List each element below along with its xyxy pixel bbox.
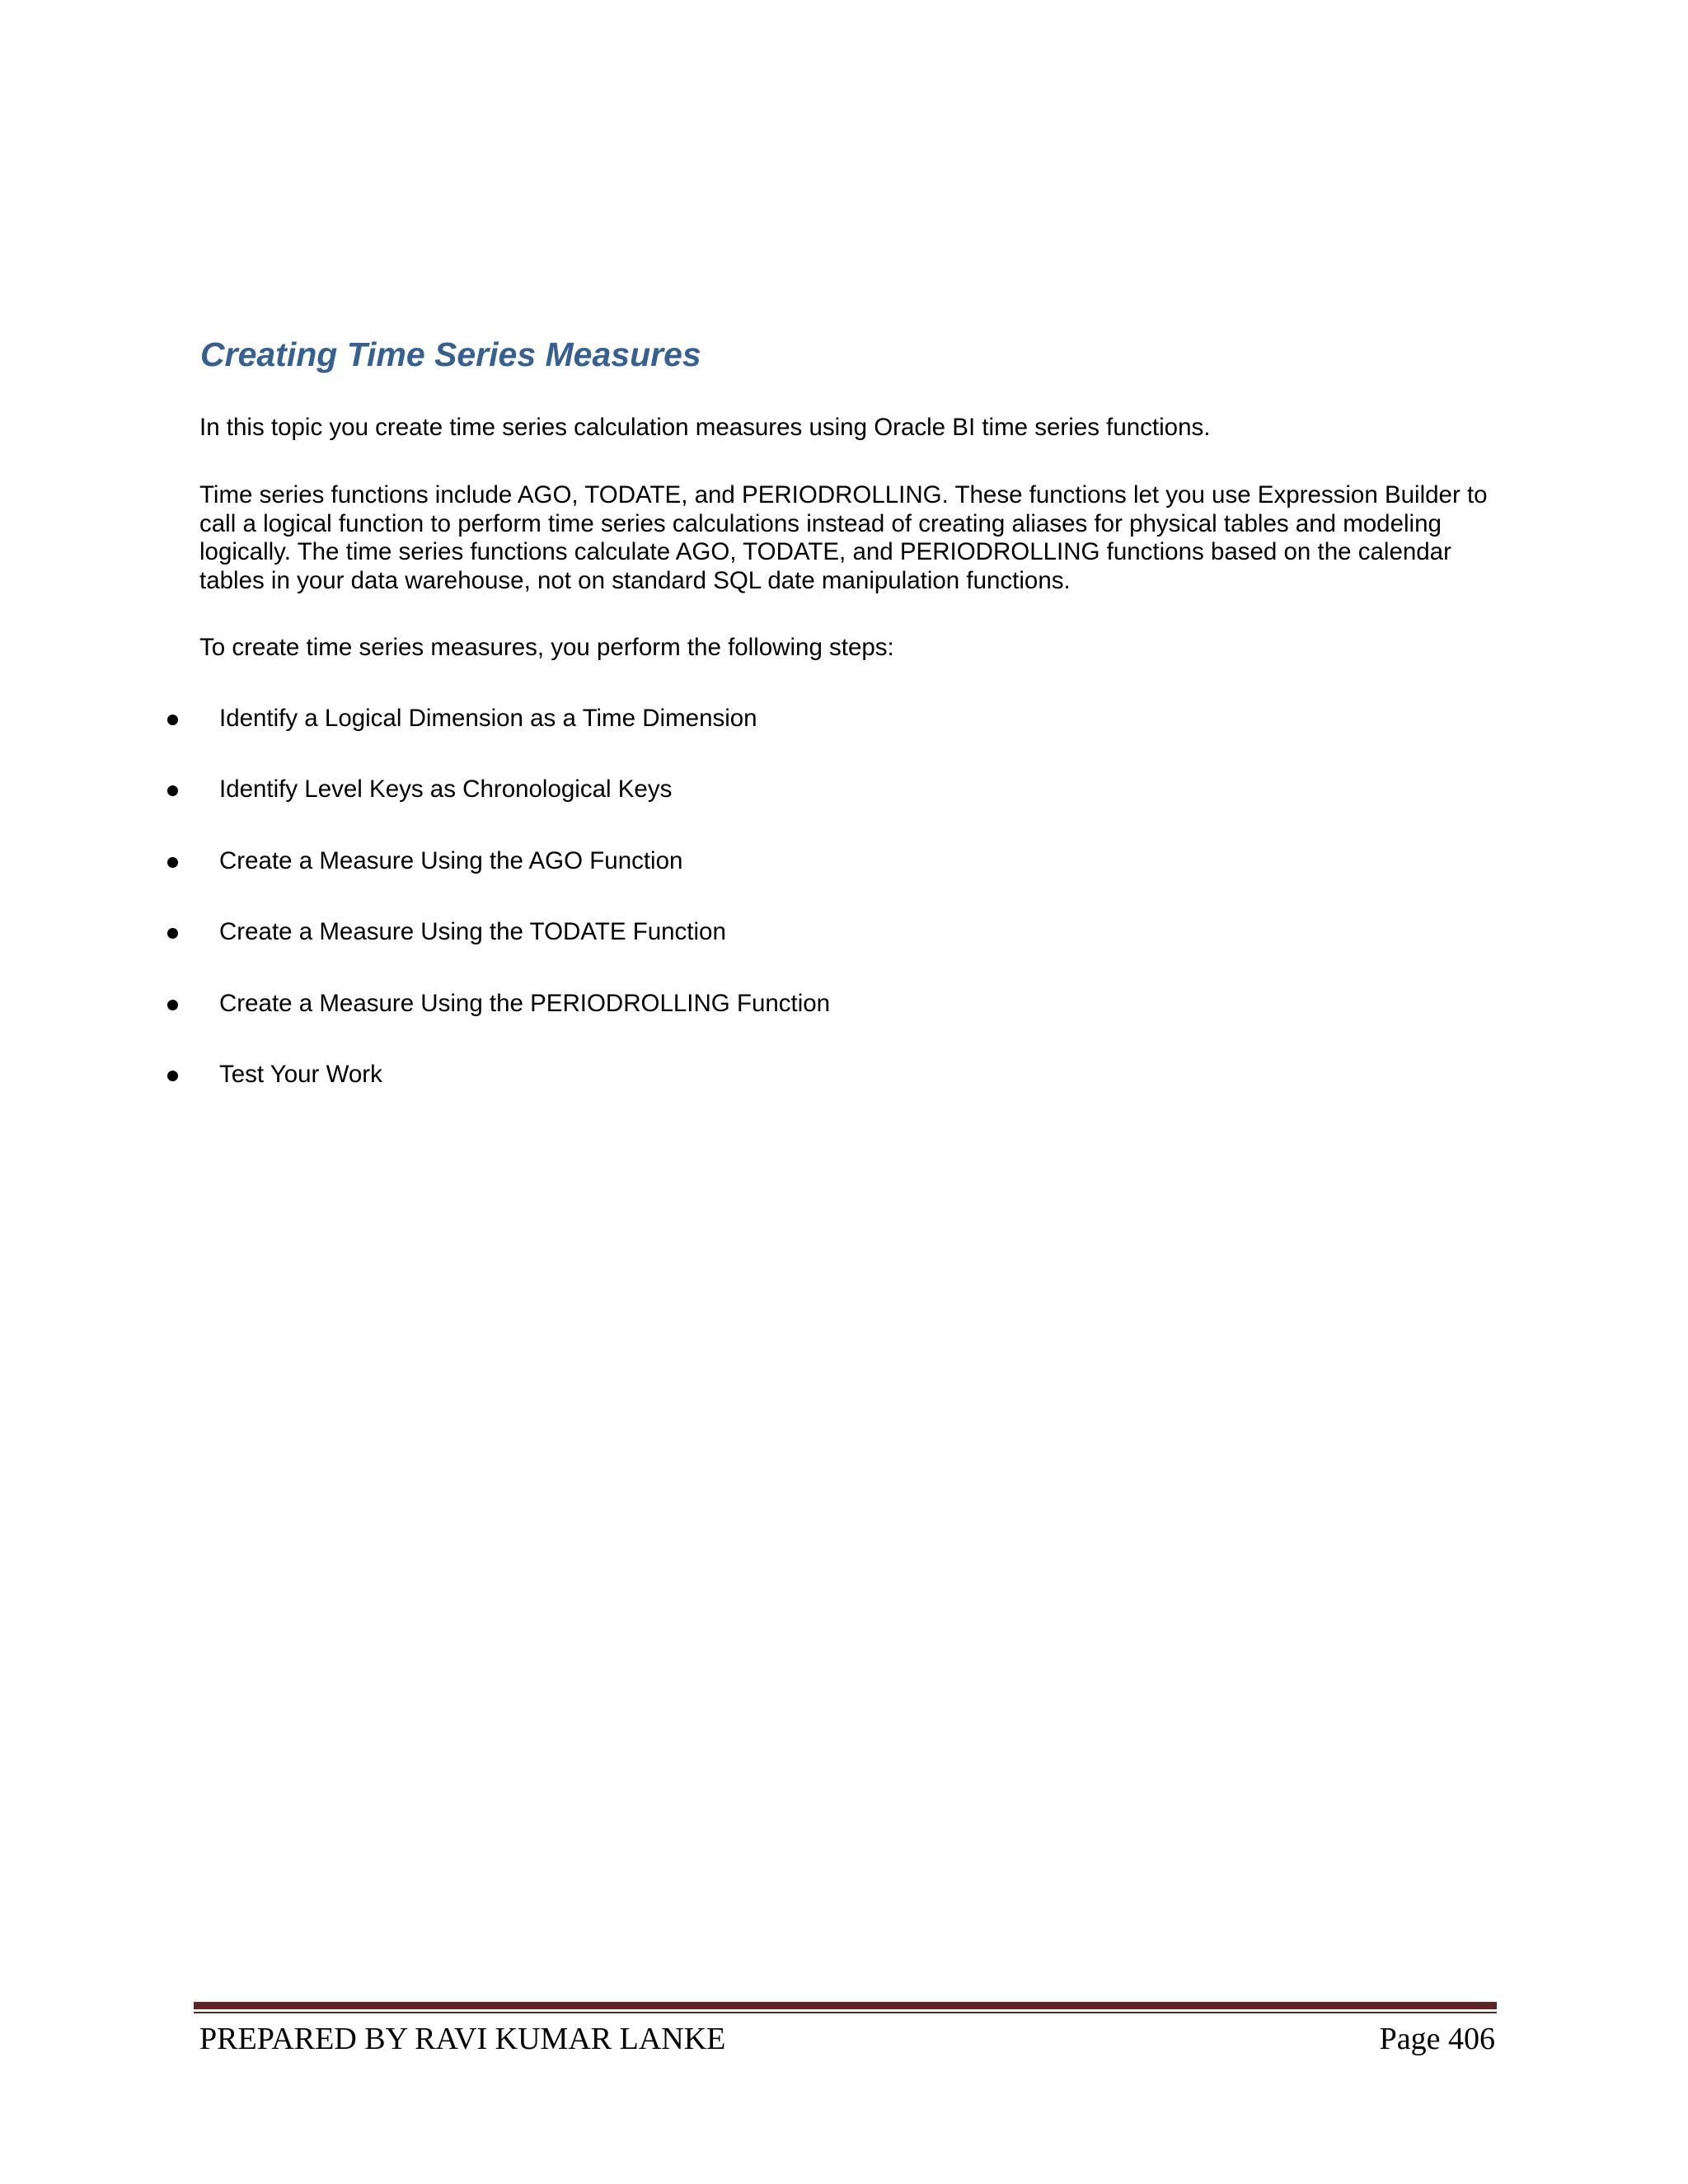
bullet-icon xyxy=(167,857,178,868)
step-label: Create a Measure Using the AGO Function xyxy=(219,846,683,874)
step-item xyxy=(0,1058,1236,1091)
steps-lead-paragraph: To create time series measures, you perform the following steps: xyxy=(199,634,894,661)
bullet-icon xyxy=(167,1071,178,1081)
step-item xyxy=(0,845,1236,878)
bullet-icon xyxy=(167,1000,178,1010)
step-item xyxy=(0,773,1236,806)
intro-paragraph: In this topic you create time series calculation measures using Oracle BI time series functions. xyxy=(199,414,1211,441)
bullet-icon xyxy=(167,715,178,725)
step-item xyxy=(0,702,1236,735)
step-label: Create a Measure Using the PERIODROLLING Function xyxy=(219,989,831,1017)
footer-prepared-by: PREPARED BY RAVI KUMAR LANKE xyxy=(199,2022,726,2056)
footer-page-number: Page 406 xyxy=(1379,2022,1495,2056)
bullet-icon xyxy=(167,785,178,796)
section-title: Creating Time Series Measures xyxy=(200,335,701,373)
footer-rule-thick xyxy=(194,2002,1497,2009)
step-item xyxy=(0,916,1236,949)
step-item xyxy=(0,987,1236,1020)
step-label: Create a Measure Using the TODATE Function xyxy=(219,918,726,946)
step-label: Identify a Logical Dimension as a Time Dimension xyxy=(219,705,757,732)
bullet-icon xyxy=(167,928,178,939)
description-paragraph: Time series functions include AGO, TODATE, and PERIODROLLING. These functions let you use Expression Builder to call a logical function to perform time series calculations instead of creating aliases for physical tables and modeling logically. The time series functions calculate AGO, TODATE, and PERIODROLLING functions based on the calendar tables in your data warehouse, not on standard SQL date manipulation functions. xyxy=(199,481,1488,594)
step-label: Identify Level Keys as Chronological Keys xyxy=(219,776,673,804)
step-label: Test Your Work xyxy=(219,1061,382,1088)
footer-rule-thin xyxy=(194,2012,1497,2013)
